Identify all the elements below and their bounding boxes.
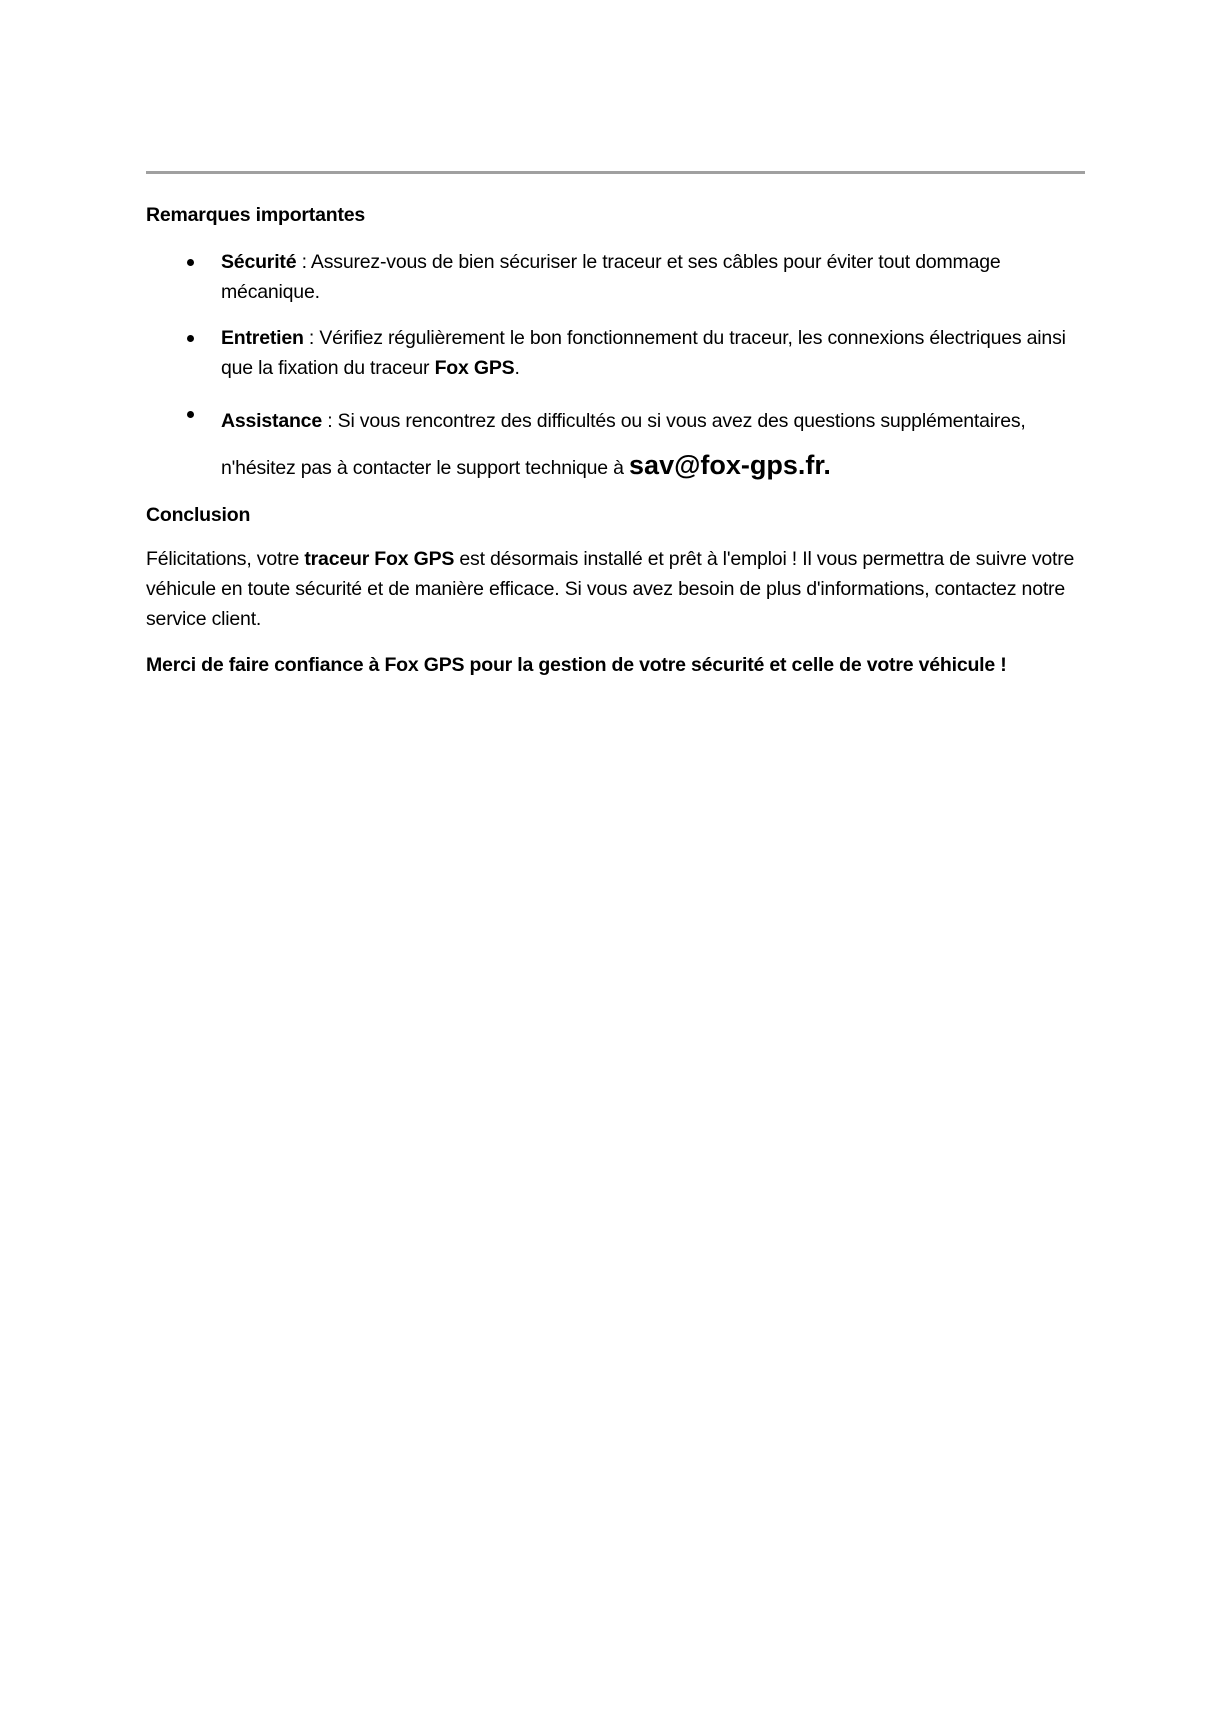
item-end: . <box>514 357 520 379</box>
conclusion-paragraph <box>146 544 1086 634</box>
header-rule <box>146 171 1085 174</box>
list-item-assistance <box>146 399 1086 490</box>
item-title: Sécurité <box>221 251 297 273</box>
para-end: est désormais installé et prêt à l'emploi ! Il vous permettra de suivre votre véhicule en toute sécurité et de manière efficace. Si vous avez besoin de plus d'informations, contactez notre service client. <box>146 548 1075 630</box>
bullet-icon <box>187 411 194 418</box>
bullet-icon <box>187 335 194 342</box>
item-text: : Si vous rencontrez des difficultés ou si vous avez des questions supplémentaires, n'hésitez pas à contacter le support technique à <box>221 410 1026 479</box>
remarques-heading: Remarques importantes <box>146 204 366 226</box>
document-body <box>146 200 1086 680</box>
list-item-entretien <box>146 323 1086 383</box>
thanks-statement: Merci de faire confiance à Fox GPS pour la gestion de votre sécurité et celle de votre véhicule ! <box>146 654 1007 676</box>
list-item-securite <box>146 247 1086 307</box>
bullet-icon <box>187 259 194 266</box>
support-email-link[interactable]: sav@fox-gps.fr <box>629 450 824 480</box>
para-start: Félicitations, votre <box>146 548 305 570</box>
item-text: : Vérifiez régulièrement le bon fonctionnement du traceur, les connexions électriques ainsi que la fixation du traceur <box>221 327 1066 379</box>
conclusion-heading: Conclusion <box>146 504 251 526</box>
remarques-list <box>146 247 1086 490</box>
item-bold-tail: Fox GPS <box>434 357 515 379</box>
item-end: . <box>823 450 831 480</box>
item-title: Entretien <box>221 327 304 349</box>
item-title: Assistance <box>221 410 322 432</box>
para-bold: traceur Fox GPS <box>304 548 455 570</box>
item-text: : Assurez-vous de bien sécuriser le traceur et ses câbles pour éviter tout dommage mécanique. <box>221 251 1001 303</box>
